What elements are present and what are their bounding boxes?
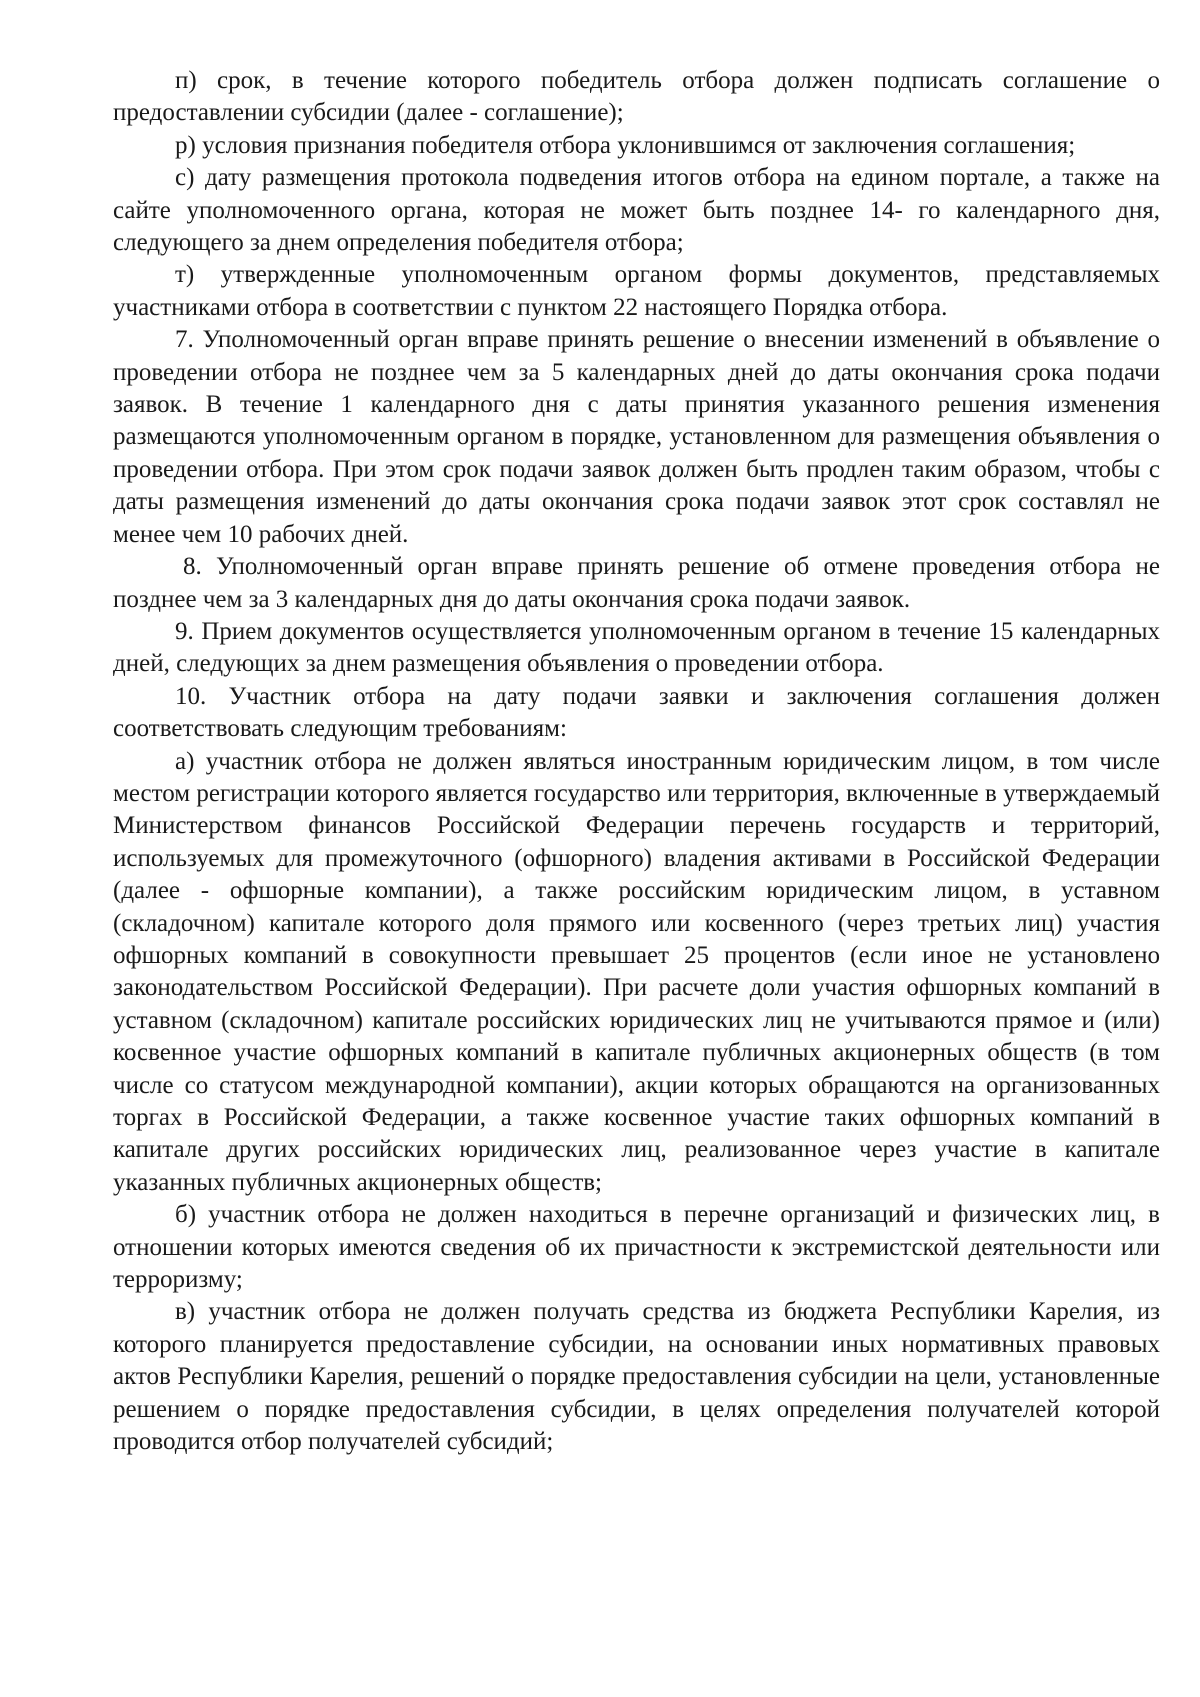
paragraph-item-b: б) участник отбора не должен находиться в перечне организаций и физических лиц, в отношении которых имеются сведения об их причастности к экстремистской деятельности или терроризму;	[113, 1201, 1160, 1294]
paragraph-item-r: р) условия признания победителя отбора уклонившимся от заключения соглашения;	[175, 131, 1076, 159]
paragraph-clause-9: 9. Прием документов осуществляется уполномоченным органом в течение 15 календарных дней, следующих за днем размещения объявления о проведении отбора.	[113, 617, 1160, 678]
paragraph-clause-10: 10. Участник отбора на дату подачи заявки и заключения соглашения должен соответствовать следующим требованиям:	[113, 682, 1160, 743]
paragraph-item-t: т) утвержденные уполномоченным органом формы документов, представляемых участниками отбора в соответствии с пунктом 22 настоящего Порядка отбора.	[113, 261, 1160, 321]
document-page	[113, 65, 1160, 1458]
paragraph-clause-7: 7. Уполномоченный орган вправе принять решение о внесении изменений в объявление о проведении отбора не позднее чем за 5 календарных дней до даты окончания срока подачи заявок. В течение 1 календарного дня с даты принятия указанного решения изменения размещаются уполномоченным органом в порядке, установленном для размещения объявления о проведении отбора. При этом срок подачи заявок должен быть продлен таким образом, чтобы с даты размещения изменений до даты окончания срока подачи заявок этот срок составлял не менее чем 10 рабочих дней.	[113, 326, 1160, 548]
paragraph-item-v: в) участник отбора не должен получать средства из бюджета Республики Карелия, из которого планируется предоставление субсидии, на основании иных нормативных правовых актов Республики Карелия, решений о порядке предоставления субсидии на цели, установленные решением о порядке предоставления субсидии, в целях определения получателей которой проводится отбор получателей субсидий;	[113, 1298, 1160, 1456]
paragraph-item-s: с) дату размещения протокола подведения итогов отбора на едином портале, а также на сайте уполномоченного органа, которая не может быть позднее 14- го календарного дня, следующего за днем определения победителя отбора;	[113, 164, 1160, 257]
paragraph-item-a: а) участник отбора не должен являться иностранным юридическим лицом, в том числе местом регистрации которого является государство или территория, включенные в утверждаемый Министерством финансов Российской Федерации перечень государств и территорий, используемых для промежуточного (офшорного) владения активами в Российской Федерации (далее - офшорные компании), а также российским юридическим лицом, в уставном (складочном) капитале которого доля прямого или косвенного (через третьих лиц) участия офшорных компаний в совокупности превышает 25 процентов (если иное не установлено законодательством Российской Федерации). При расчете доли участия офшорных компаний в уставном (складочном) капитале российских юридических лиц не учитываются прямое и (или) косвенное участие офшорных компаний в капитале публичных акционерных обществ (в том числе со статусом международной компании), акции которых обращаются на организованных торгах в Российской Федерации, а также косвенное участие таких офшорных компаний в капитале других российских юридических лиц, реализованное через участие в капитале указанных публичных акционерных обществ;	[113, 747, 1160, 1196]
paragraph-item-p: п) срок, в течение которого победитель отбора должен подписать соглашение о предоставлении субсидии (далее - соглашение);	[113, 67, 1160, 127]
paragraph-clause-8: 8. Уполномоченный орган вправе принять решение об отмене проведения отбора не позднее чем за 3 календарных дня до даты окончания срока подачи заявок.	[113, 553, 1160, 613]
